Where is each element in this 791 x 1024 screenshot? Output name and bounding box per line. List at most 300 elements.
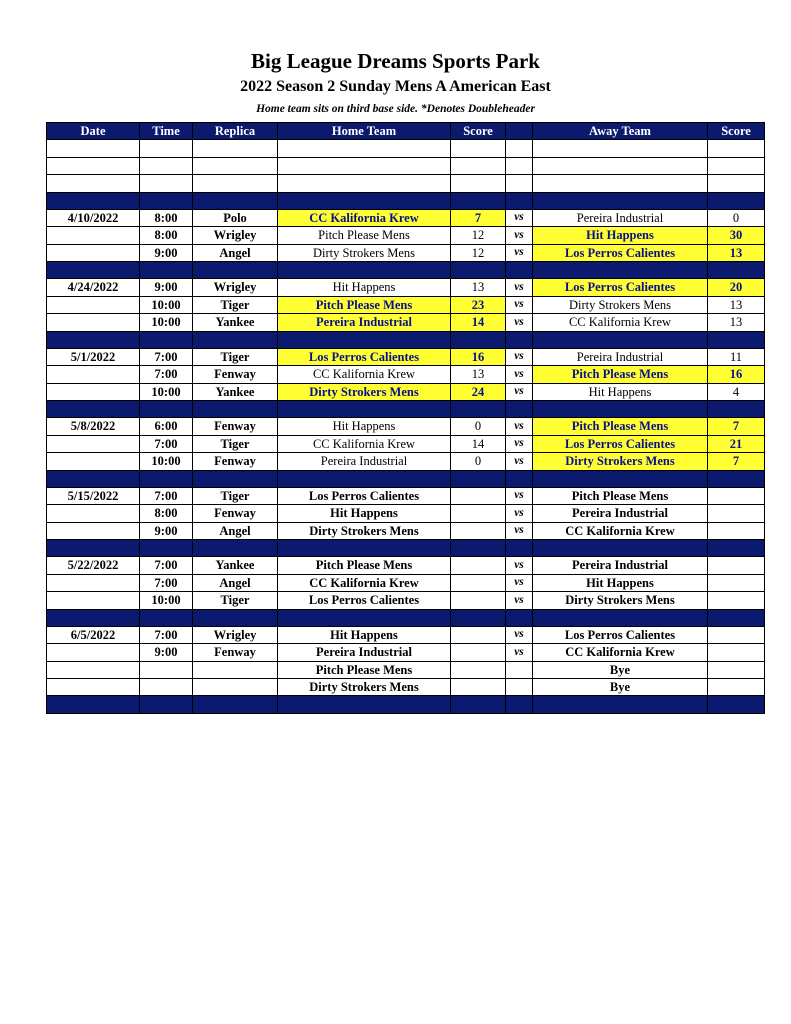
table-row xyxy=(47,574,765,591)
time-cell xyxy=(140,679,193,696)
separator-cell xyxy=(506,401,533,418)
blank-row xyxy=(47,175,765,192)
home-score-cell xyxy=(451,557,506,574)
date-cell xyxy=(47,644,140,661)
away-score-cell: 11 xyxy=(708,348,765,365)
away-team-cell: CC Kalifornia Krew xyxy=(533,644,708,661)
time-cell: 7:00 xyxy=(140,435,193,452)
away-score-cell xyxy=(708,505,765,522)
vs-cell: vs xyxy=(506,314,533,331)
date-cell xyxy=(47,505,140,522)
separator-cell xyxy=(140,470,193,487)
time-cell: 8:00 xyxy=(140,505,193,522)
blank-cell xyxy=(193,140,278,157)
separator-cell xyxy=(193,696,278,713)
separator-cell xyxy=(451,470,506,487)
home-score-cell: 16 xyxy=(451,348,506,365)
date-cell xyxy=(47,366,140,383)
separator-cell xyxy=(193,192,278,209)
blank-cell xyxy=(533,140,708,157)
blank-cell xyxy=(140,157,193,174)
home-team-cell: Los Perros Calientes xyxy=(278,348,451,365)
replica-cell xyxy=(193,661,278,678)
separator-cell xyxy=(47,192,140,209)
away-team-cell: Dirty Strokers Mens xyxy=(533,453,708,470)
home-team-cell: Hit Happens xyxy=(278,279,451,296)
away-team-cell: Pereira Industrial xyxy=(533,557,708,574)
home-team-cell: Los Perros Calientes xyxy=(278,487,451,504)
vs-cell: vs xyxy=(506,505,533,522)
separator-cell xyxy=(451,540,506,557)
blank-cell xyxy=(708,157,765,174)
replica-cell: Angel xyxy=(193,244,278,261)
page-title: Big League Dreams Sports Park xyxy=(251,49,540,73)
separator-cell xyxy=(47,262,140,279)
table-row xyxy=(47,366,765,383)
home-team-cell: CC Kalifornia Krew xyxy=(278,209,451,226)
date-cell xyxy=(47,574,140,591)
col-header-home-score: Score xyxy=(451,123,506,140)
away-score-cell: 13 xyxy=(708,296,765,313)
table-row xyxy=(47,279,765,296)
separator-cell xyxy=(451,192,506,209)
home-team-cell: Dirty Strokers Mens xyxy=(278,522,451,539)
replica-cell: Yankee xyxy=(193,383,278,400)
schedule-note: Home team sits on third base side. *Denotes Doubleheader xyxy=(256,103,535,115)
away-score-cell: 0 xyxy=(708,209,765,226)
time-cell: 9:00 xyxy=(140,644,193,661)
date-cell xyxy=(47,592,140,609)
replica-cell: Fenway xyxy=(193,453,278,470)
separator-cell xyxy=(451,262,506,279)
separator-cell xyxy=(47,401,140,418)
table-row xyxy=(47,383,765,400)
time-cell xyxy=(140,661,193,678)
separator-cell xyxy=(708,470,765,487)
replica-cell: Tiger xyxy=(193,296,278,313)
away-score-cell xyxy=(708,644,765,661)
home-team-cell: Hit Happens xyxy=(278,505,451,522)
vs-cell: vs xyxy=(506,522,533,539)
home-score-cell: 12 xyxy=(451,227,506,244)
blank-cell xyxy=(140,140,193,157)
separator-cell xyxy=(47,331,140,348)
date-cell xyxy=(47,296,140,313)
home-score-cell: 12 xyxy=(451,244,506,261)
blank-cell xyxy=(278,157,451,174)
separator-cell xyxy=(506,331,533,348)
date-cell: 6/5/2022 xyxy=(47,626,140,643)
blank-cell xyxy=(533,157,708,174)
away-team-cell: Pereira Industrial xyxy=(533,348,708,365)
date-cell xyxy=(47,383,140,400)
table-row xyxy=(47,505,765,522)
home-score-cell: 14 xyxy=(451,435,506,452)
separator-cell xyxy=(708,262,765,279)
table-row xyxy=(47,435,765,452)
separator-cell xyxy=(140,262,193,279)
time-cell: 10:00 xyxy=(140,453,193,470)
time-cell: 7:00 xyxy=(140,348,193,365)
replica-cell: Wrigley xyxy=(193,227,278,244)
table-row xyxy=(47,453,765,470)
date-cell xyxy=(47,227,140,244)
date-cell: 4/24/2022 xyxy=(47,279,140,296)
away-score-cell: 21 xyxy=(708,435,765,452)
time-cell: 10:00 xyxy=(140,592,193,609)
home-score-cell: 13 xyxy=(451,366,506,383)
home-score-cell xyxy=(451,626,506,643)
vs-cell: vs xyxy=(506,557,533,574)
away-score-cell xyxy=(708,574,765,591)
week-separator xyxy=(47,401,765,418)
week-separator xyxy=(47,331,765,348)
separator-cell xyxy=(140,401,193,418)
away-team-cell: Los Perros Calientes xyxy=(533,279,708,296)
time-cell: 10:00 xyxy=(140,383,193,400)
away-team-cell: Pitch Please Mens xyxy=(533,366,708,383)
week-separator xyxy=(47,540,765,557)
home-team-cell: Pereira Industrial xyxy=(278,314,451,331)
blank-cell xyxy=(506,140,533,157)
home-score-cell: 14 xyxy=(451,314,506,331)
home-team-cell: Pitch Please Mens xyxy=(278,296,451,313)
replica-cell: Tiger xyxy=(193,348,278,365)
separator-cell xyxy=(47,609,140,626)
separator-cell xyxy=(193,262,278,279)
home-team-cell: Hit Happens xyxy=(278,418,451,435)
away-team-cell: Pitch Please Mens xyxy=(533,418,708,435)
time-cell: 7:00 xyxy=(140,487,193,504)
home-team-cell: Los Perros Calientes xyxy=(278,592,451,609)
blank-cell xyxy=(140,175,193,192)
away-team-cell: Dirty Strokers Mens xyxy=(533,592,708,609)
blank-cell xyxy=(708,140,765,157)
replica-cell: Fenway xyxy=(193,644,278,661)
time-cell: 6:00 xyxy=(140,418,193,435)
away-team-cell: Hit Happens xyxy=(533,574,708,591)
table-row xyxy=(47,209,765,226)
away-score-cell xyxy=(708,487,765,504)
date-cell xyxy=(47,679,140,696)
separator-cell xyxy=(533,192,708,209)
blank-cell xyxy=(47,140,140,157)
separator-cell xyxy=(47,470,140,487)
separator-cell xyxy=(193,401,278,418)
replica-cell: Angel xyxy=(193,522,278,539)
vs-cell: vs xyxy=(506,279,533,296)
home-team-cell: Dirty Strokers Mens xyxy=(278,679,451,696)
home-team-cell: CC Kalifornia Krew xyxy=(278,574,451,591)
home-score-cell: 24 xyxy=(451,383,506,400)
vs-cell: vs xyxy=(506,592,533,609)
date-cell xyxy=(47,522,140,539)
table-row xyxy=(47,592,765,609)
table-row xyxy=(47,626,765,643)
date-cell: 5/15/2022 xyxy=(47,487,140,504)
separator-cell xyxy=(451,401,506,418)
away-team-cell: Bye xyxy=(533,661,708,678)
table-row xyxy=(47,418,765,435)
replica-cell: Yankee xyxy=(193,557,278,574)
home-score-cell: 0 xyxy=(451,418,506,435)
blank-cell xyxy=(451,175,506,192)
vs-cell: vs xyxy=(506,366,533,383)
date-cell: 4/10/2022 xyxy=(47,209,140,226)
date-cell xyxy=(47,314,140,331)
time-cell: 7:00 xyxy=(140,574,193,591)
away-score-cell xyxy=(708,522,765,539)
away-team-cell: Los Perros Calientes xyxy=(533,244,708,261)
time-cell: 7:00 xyxy=(140,557,193,574)
separator-cell xyxy=(140,540,193,557)
home-team-cell: Pereira Industrial xyxy=(278,453,451,470)
home-score-cell xyxy=(451,574,506,591)
away-score-cell: 7 xyxy=(708,418,765,435)
separator-cell xyxy=(451,609,506,626)
home-team-cell: Pitch Please Mens xyxy=(278,557,451,574)
separator-cell xyxy=(140,609,193,626)
replica-cell: Fenway xyxy=(193,366,278,383)
separator-cell xyxy=(533,401,708,418)
replica-cell: Tiger xyxy=(193,435,278,452)
separator-cell xyxy=(278,540,451,557)
home-score-cell: 0 xyxy=(451,453,506,470)
table-row xyxy=(47,644,765,661)
blank-cell xyxy=(708,175,765,192)
separator-cell xyxy=(47,696,140,713)
separator-cell xyxy=(506,696,533,713)
replica-cell xyxy=(193,679,278,696)
away-score-cell: 13 xyxy=(708,314,765,331)
separator-cell xyxy=(708,331,765,348)
away-team-cell: Bye xyxy=(533,679,708,696)
table-header-row xyxy=(47,123,765,140)
blank-cell xyxy=(451,140,506,157)
col-header-away-score: Score xyxy=(708,123,765,140)
away-score-cell: 30 xyxy=(708,227,765,244)
home-team-cell: Pereira Industrial xyxy=(278,644,451,661)
vs-cell: vs xyxy=(506,296,533,313)
table-row xyxy=(47,679,765,696)
separator-cell xyxy=(193,540,278,557)
away-team-cell: Pitch Please Mens xyxy=(533,487,708,504)
away-score-cell: 13 xyxy=(708,244,765,261)
away-team-cell: Dirty Strokers Mens xyxy=(533,296,708,313)
week-separator xyxy=(47,192,765,209)
date-cell: 5/1/2022 xyxy=(47,348,140,365)
away-score-cell xyxy=(708,557,765,574)
away-team-cell: Pereira Industrial xyxy=(533,209,708,226)
replica-cell: Wrigley xyxy=(193,279,278,296)
home-score-cell xyxy=(451,679,506,696)
time-cell: 9:00 xyxy=(140,279,193,296)
blank-cell xyxy=(278,175,451,192)
blank-cell xyxy=(278,140,451,157)
vs-cell xyxy=(506,661,533,678)
vs-cell: vs xyxy=(506,244,533,261)
time-cell: 7:00 xyxy=(140,626,193,643)
separator-cell xyxy=(708,192,765,209)
col-header-date: Date xyxy=(47,123,140,140)
separator-cell xyxy=(533,540,708,557)
vs-cell: vs xyxy=(506,227,533,244)
separator-cell xyxy=(451,696,506,713)
away-score-cell: 4 xyxy=(708,383,765,400)
away-team-cell: CC Kalifornia Krew xyxy=(533,522,708,539)
vs-cell: vs xyxy=(506,574,533,591)
away-team-cell: Los Perros Calientes xyxy=(533,626,708,643)
vs-cell: vs xyxy=(506,383,533,400)
away-score-cell: 7 xyxy=(708,453,765,470)
separator-cell xyxy=(506,540,533,557)
vs-cell: vs xyxy=(506,348,533,365)
blank-row xyxy=(47,157,765,174)
blank-cell xyxy=(533,175,708,192)
vs-cell: vs xyxy=(506,644,533,661)
table-row xyxy=(47,314,765,331)
separator-cell xyxy=(140,696,193,713)
vs-cell: vs xyxy=(506,209,533,226)
away-score-cell: 20 xyxy=(708,279,765,296)
away-score-cell xyxy=(708,661,765,678)
home-score-cell xyxy=(451,522,506,539)
separator-cell xyxy=(533,696,708,713)
home-team-cell: Dirty Strokers Mens xyxy=(278,244,451,261)
table-row xyxy=(47,661,765,678)
separator-cell xyxy=(278,192,451,209)
home-team-cell: Dirty Strokers Mens xyxy=(278,383,451,400)
separator-cell xyxy=(47,540,140,557)
week-separator xyxy=(47,609,765,626)
table-row xyxy=(47,487,765,504)
blank-cell xyxy=(506,175,533,192)
table-row xyxy=(47,227,765,244)
separator-cell xyxy=(193,331,278,348)
home-team-cell: Pitch Please Mens xyxy=(278,661,451,678)
replica-cell: Fenway xyxy=(193,505,278,522)
replica-cell: Yankee xyxy=(193,314,278,331)
schedule-table xyxy=(46,122,765,714)
table-row xyxy=(47,296,765,313)
home-team-cell: CC Kalifornia Krew xyxy=(278,435,451,452)
home-score-cell: 7 xyxy=(451,209,506,226)
separator-cell xyxy=(533,609,708,626)
time-cell: 8:00 xyxy=(140,209,193,226)
home-score-cell xyxy=(451,644,506,661)
col-header-replica: Replica xyxy=(193,123,278,140)
separator-cell xyxy=(451,331,506,348)
time-cell: 10:00 xyxy=(140,314,193,331)
home-score-cell xyxy=(451,661,506,678)
home-team-cell: Hit Happens xyxy=(278,626,451,643)
separator-cell xyxy=(533,331,708,348)
separator-cell xyxy=(193,470,278,487)
away-team-cell: Hit Happens xyxy=(533,227,708,244)
vs-cell: vs xyxy=(506,487,533,504)
time-cell: 10:00 xyxy=(140,296,193,313)
separator-cell xyxy=(278,470,451,487)
week-separator xyxy=(47,262,765,279)
table-row xyxy=(47,522,765,539)
separator-cell xyxy=(506,192,533,209)
table-row xyxy=(47,557,765,574)
separator-cell xyxy=(506,262,533,279)
away-score-cell: 16 xyxy=(708,366,765,383)
separator-cell xyxy=(533,262,708,279)
separator-cell xyxy=(193,609,278,626)
separator-cell xyxy=(278,262,451,279)
away-score-cell xyxy=(708,626,765,643)
separator-cell xyxy=(708,696,765,713)
vs-cell: vs xyxy=(506,435,533,452)
replica-cell: Angel xyxy=(193,574,278,591)
blank-cell xyxy=(47,175,140,192)
separator-cell xyxy=(278,331,451,348)
time-cell: 7:00 xyxy=(140,366,193,383)
separator-cell xyxy=(533,470,708,487)
table-row xyxy=(47,244,765,261)
away-score-cell xyxy=(708,592,765,609)
away-team-cell: CC Kalifornia Krew xyxy=(533,314,708,331)
time-cell: 9:00 xyxy=(140,244,193,261)
replica-cell: Tiger xyxy=(193,592,278,609)
vs-cell: vs xyxy=(506,626,533,643)
blank-cell xyxy=(193,175,278,192)
home-score-cell: 23 xyxy=(451,296,506,313)
col-header-vs xyxy=(506,123,533,140)
replica-cell: Fenway xyxy=(193,418,278,435)
date-cell xyxy=(47,435,140,452)
separator-cell xyxy=(506,609,533,626)
replica-cell: Tiger xyxy=(193,487,278,504)
separator-cell xyxy=(140,331,193,348)
home-score-cell xyxy=(451,505,506,522)
away-score-cell xyxy=(708,679,765,696)
blank-cell xyxy=(193,157,278,174)
time-cell: 9:00 xyxy=(140,522,193,539)
home-score-cell: 13 xyxy=(451,279,506,296)
blank-cell xyxy=(451,157,506,174)
replica-cell: Polo xyxy=(193,209,278,226)
vs-cell: vs xyxy=(506,418,533,435)
home-score-cell xyxy=(451,487,506,504)
date-cell xyxy=(47,661,140,678)
date-cell: 5/8/2022 xyxy=(47,418,140,435)
blank-row xyxy=(47,140,765,157)
home-team-cell: Pitch Please Mens xyxy=(278,227,451,244)
separator-cell xyxy=(278,401,451,418)
separator-cell xyxy=(278,609,451,626)
separator-cell xyxy=(278,696,451,713)
date-cell: 5/22/2022 xyxy=(47,557,140,574)
date-cell xyxy=(47,244,140,261)
blank-cell xyxy=(47,157,140,174)
blank-cell xyxy=(506,157,533,174)
away-team-cell: Los Perros Calientes xyxy=(533,435,708,452)
away-team-cell: Hit Happens xyxy=(533,383,708,400)
date-cell xyxy=(47,453,140,470)
table-row xyxy=(47,348,765,365)
schedule-subtitle: 2022 Season 2 Sunday Mens A American East xyxy=(240,78,551,95)
vs-cell xyxy=(506,679,533,696)
separator-cell xyxy=(140,192,193,209)
home-score-cell xyxy=(451,592,506,609)
week-separator xyxy=(47,470,765,487)
home-team-cell: CC Kalifornia Krew xyxy=(278,366,451,383)
col-header-home-team: Home Team xyxy=(278,123,451,140)
time-cell: 8:00 xyxy=(140,227,193,244)
